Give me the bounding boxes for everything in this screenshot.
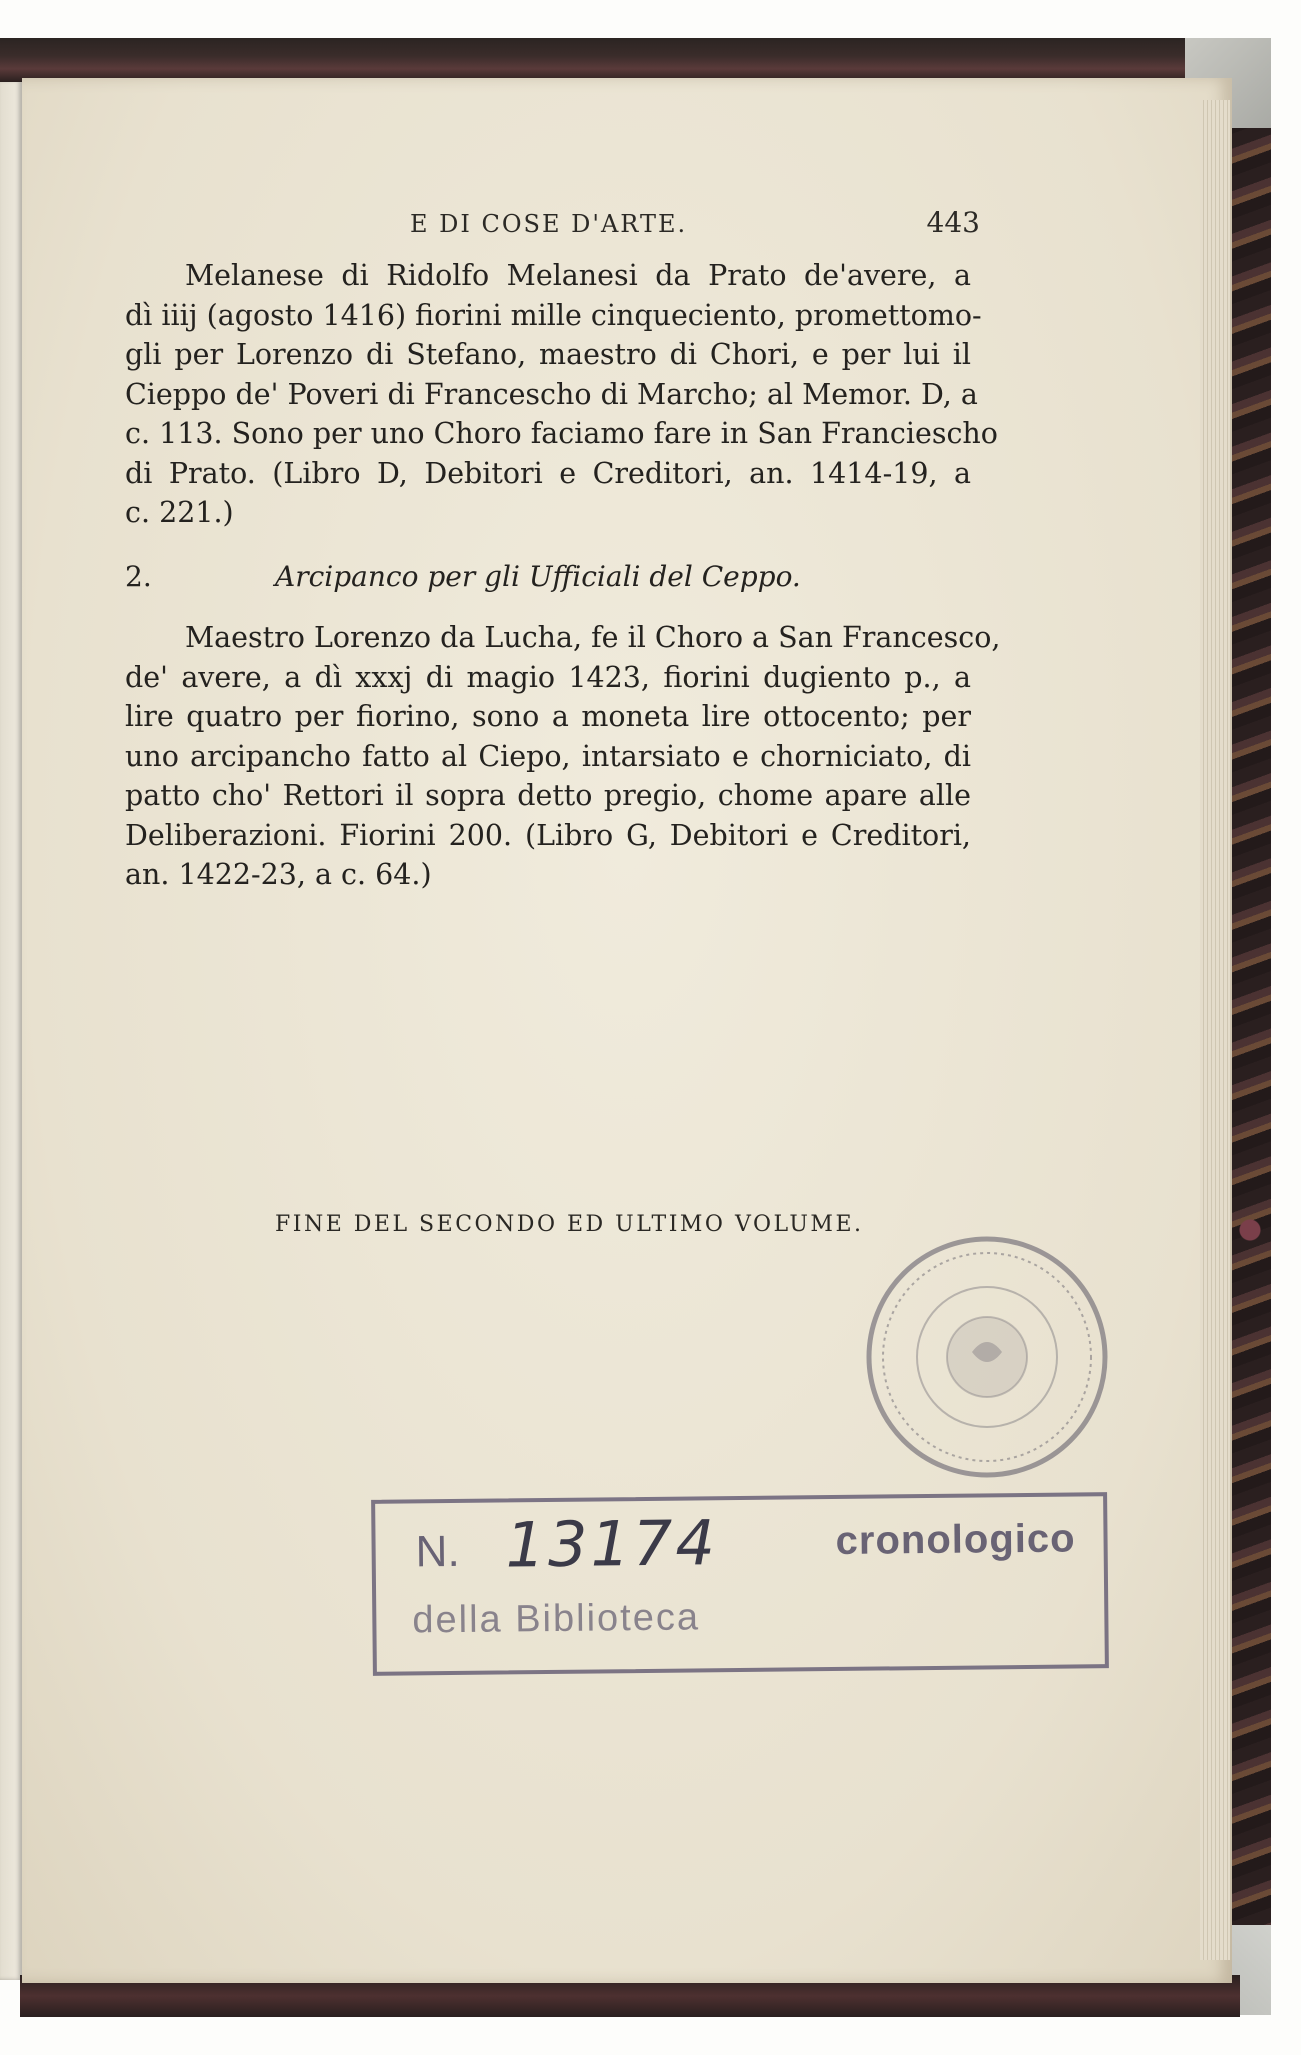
text-line: Maestro Lorenzo da Lucha, fe il Choro a San Francesco, <box>185 621 1001 654</box>
inventory-stamp <box>371 1492 1109 1676</box>
running-head <box>120 206 980 240</box>
text-line: gli per Lorenzo di Stefano, maestro di Chori, e per lui il <box>125 338 971 371</box>
running-title: E DI COSE D'ARTE. <box>410 210 688 238</box>
paragraph-lorenzo <box>125 618 1001 895</box>
closing-line: FINE DEL SECONDO ED ULTIMO VOLUME. <box>275 1212 864 1237</box>
text-line: c. 221.) <box>125 496 234 529</box>
stamp-kind: cronologico <box>835 1516 1076 1563</box>
stamp-number-label: N. <box>415 1526 460 1577</box>
round-library-seal <box>862 1232 1112 1482</box>
text-line: de' avere, a dì xxxj di magio 1423, fiorini dugiento p., a <box>125 660 971 694</box>
text-line: Deliberazioni. Fiorini 200. (Libro G, Debitori e Creditori, <box>125 818 971 852</box>
facing-page-edge <box>0 80 22 1980</box>
binding-top-board <box>0 38 1220 82</box>
text-line: uno arcipancho fatto al Ciepo, intarsiato e chorniciato, di <box>125 739 971 773</box>
page-stack-edge <box>1200 100 1230 1960</box>
paragraph-melanese <box>125 256 998 533</box>
section-title: Arcipanco per gli Ufficiali del Ceppo. <box>275 560 801 593</box>
section-number: 2. <box>125 560 152 593</box>
stamp-number-handwritten: 13174 <box>505 1506 719 1582</box>
text-line: c. 113. Sono per uno Choro faciamo fare in San Franciescho <box>125 417 998 450</box>
text-line: Cieppo de' Poveri di Francescho di Marcho; al Memor. D, a <box>125 377 978 411</box>
text-line: dì iiij (agosto 1416) fiorini mille cinqueciento, promettomo- <box>125 298 982 332</box>
page-number: 443 <box>926 206 980 239</box>
text-line: Melanese di Ridolfo Melanesi da Prato de'avere, a <box>185 259 971 292</box>
text-line: patto cho' Rettori il sopra detto pregio, chome apare alle <box>125 779 971 812</box>
text-line: di Prato. (Libro D, Debitori e Creditori, an. 1414-19, a <box>125 456 971 490</box>
text-line: lire quatro per fiorino, sono a moneta lire ottocento; per <box>125 700 971 733</box>
text-line: an. 1422-23, a c. 64.) <box>125 858 432 891</box>
stamp-library: della Biblioteca <box>412 1596 701 1642</box>
